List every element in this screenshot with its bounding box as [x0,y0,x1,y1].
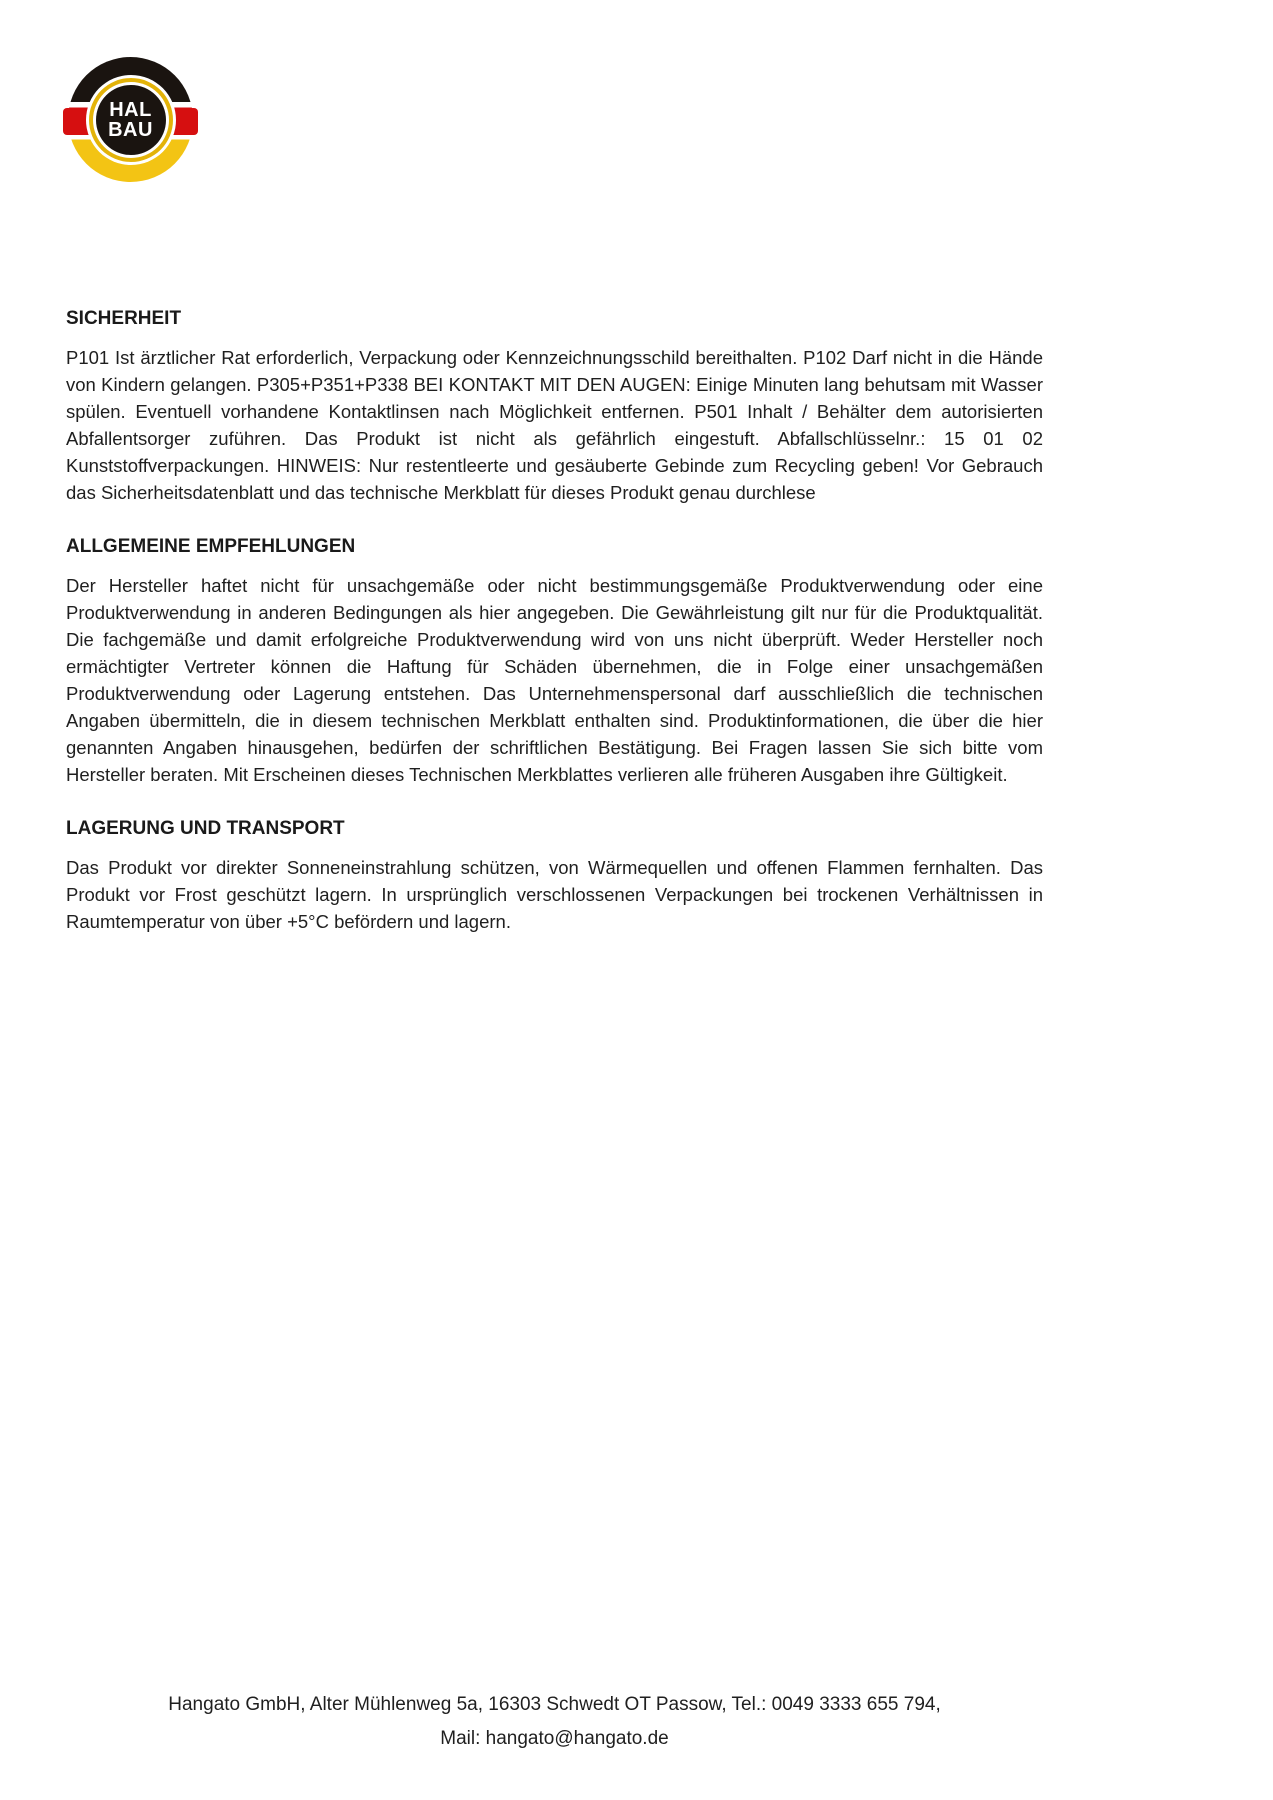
logo-text-line1: HAL [109,98,152,121]
footer-email: Mail: hangato@hangato.de [440,1728,669,1749]
logo-inner-circle [96,85,166,155]
section-allgemeine-empfehlungen [66,534,1043,788]
section-sicherheit [66,306,1043,506]
section-paragraph-sicherheit: P101 Ist ärztlicher Rat erforderlich, Verpackung oder Kennzeichnungsschild bereithalten. P102 Darf nicht in die Hände von Kindern gelangen. P305+P351+P338 BEI KONTAKT MIT DEN AUGEN: Einige Minuten lang behutsam mit Wasser spülen. Eventuell vorhandene Kontaktlinsen nach Möglichkeit entfernen. P501 Inhalt / Behälter dem autorisierten Abfallentsorger zuführen. Das Produkt ist nicht als gefährlich eingestuft. Abfallschlüsselnr.: 15 01 02 Kunststoffverpackungen. HINWEIS: Nur restentleerte und gesäuberte Gebinde zum Recycling geben! Vor Gebrauch das Sicherheitsdatenblatt und das technische Merkblatt für dieses Produkt genau durchlese [66,347,1043,503]
section-paragraph-allgemeine-empfehlungen: Der Hersteller haftet nicht für unsachgemäße oder nicht bestimmungsgemäße Produktverwendung oder eine Produktverwendung in anderen Bedingungen als hier angegeben. Die Gewährleistung gilt nur für die Produktqualität. Die fachgemäße und damit erfolgreiche Produktverwendung wird von uns nicht überprüft. Weder Hersteller noch ermächtigter Vertreter können die Haftung für Schäden übernehmen, die in Folge einer unsachgemäßen Produktverwendung oder Lagerung entstehen. Das Unternehmenspersonal darf ausschließlich die technischen Angaben übermitteln, die in diesem technischen Merkblatt enthalten sind. Produktinformationen, die über die hier genannten Angaben hinausgehen, bedürfen der schriftlichen Bestätigung. Bei Fragen lassen Sie sich bitte vom Hersteller beraten. Mit Erscheinen dieses Technischen Merkblattes verlieren alle früheren Ausgaben ihre Gültigkeit. [66,575,1043,785]
footer-company-address: Hangato GmbH, Alter Mühlenweg 5a, 16303 Schwedt OT Passow, Tel.: 0049 3333 655 794, [168,1694,941,1715]
section-heading-lagerung-und-transport: LAGERUNG UND TRANSPORT [66,818,345,839]
document-body [66,306,1043,963]
section-lagerung-und-transport [66,816,1043,935]
halbau-logo [68,57,193,182]
section-paragraph-lagerung-und-transport: Das Produkt vor direkter Sonneneinstrahlung schützen, von Wärmequellen und offenen Flammen fernhalten. Das Produkt vor Frost geschützt lagern. In ursprünglich verschlossenen Verpackungen bei trockenen Verhältnissen in Raumtemperatur von über +5°C befördern und lagern. [66,857,1043,932]
page-footer [66,1688,1043,1756]
logo-text-line2: BAU [108,118,153,141]
section-heading-sicherheit: SICHERHEIT [66,308,182,329]
section-heading-allgemeine-empfehlungen: ALLGEMEINE EMPFEHLUNGEN [66,536,356,557]
